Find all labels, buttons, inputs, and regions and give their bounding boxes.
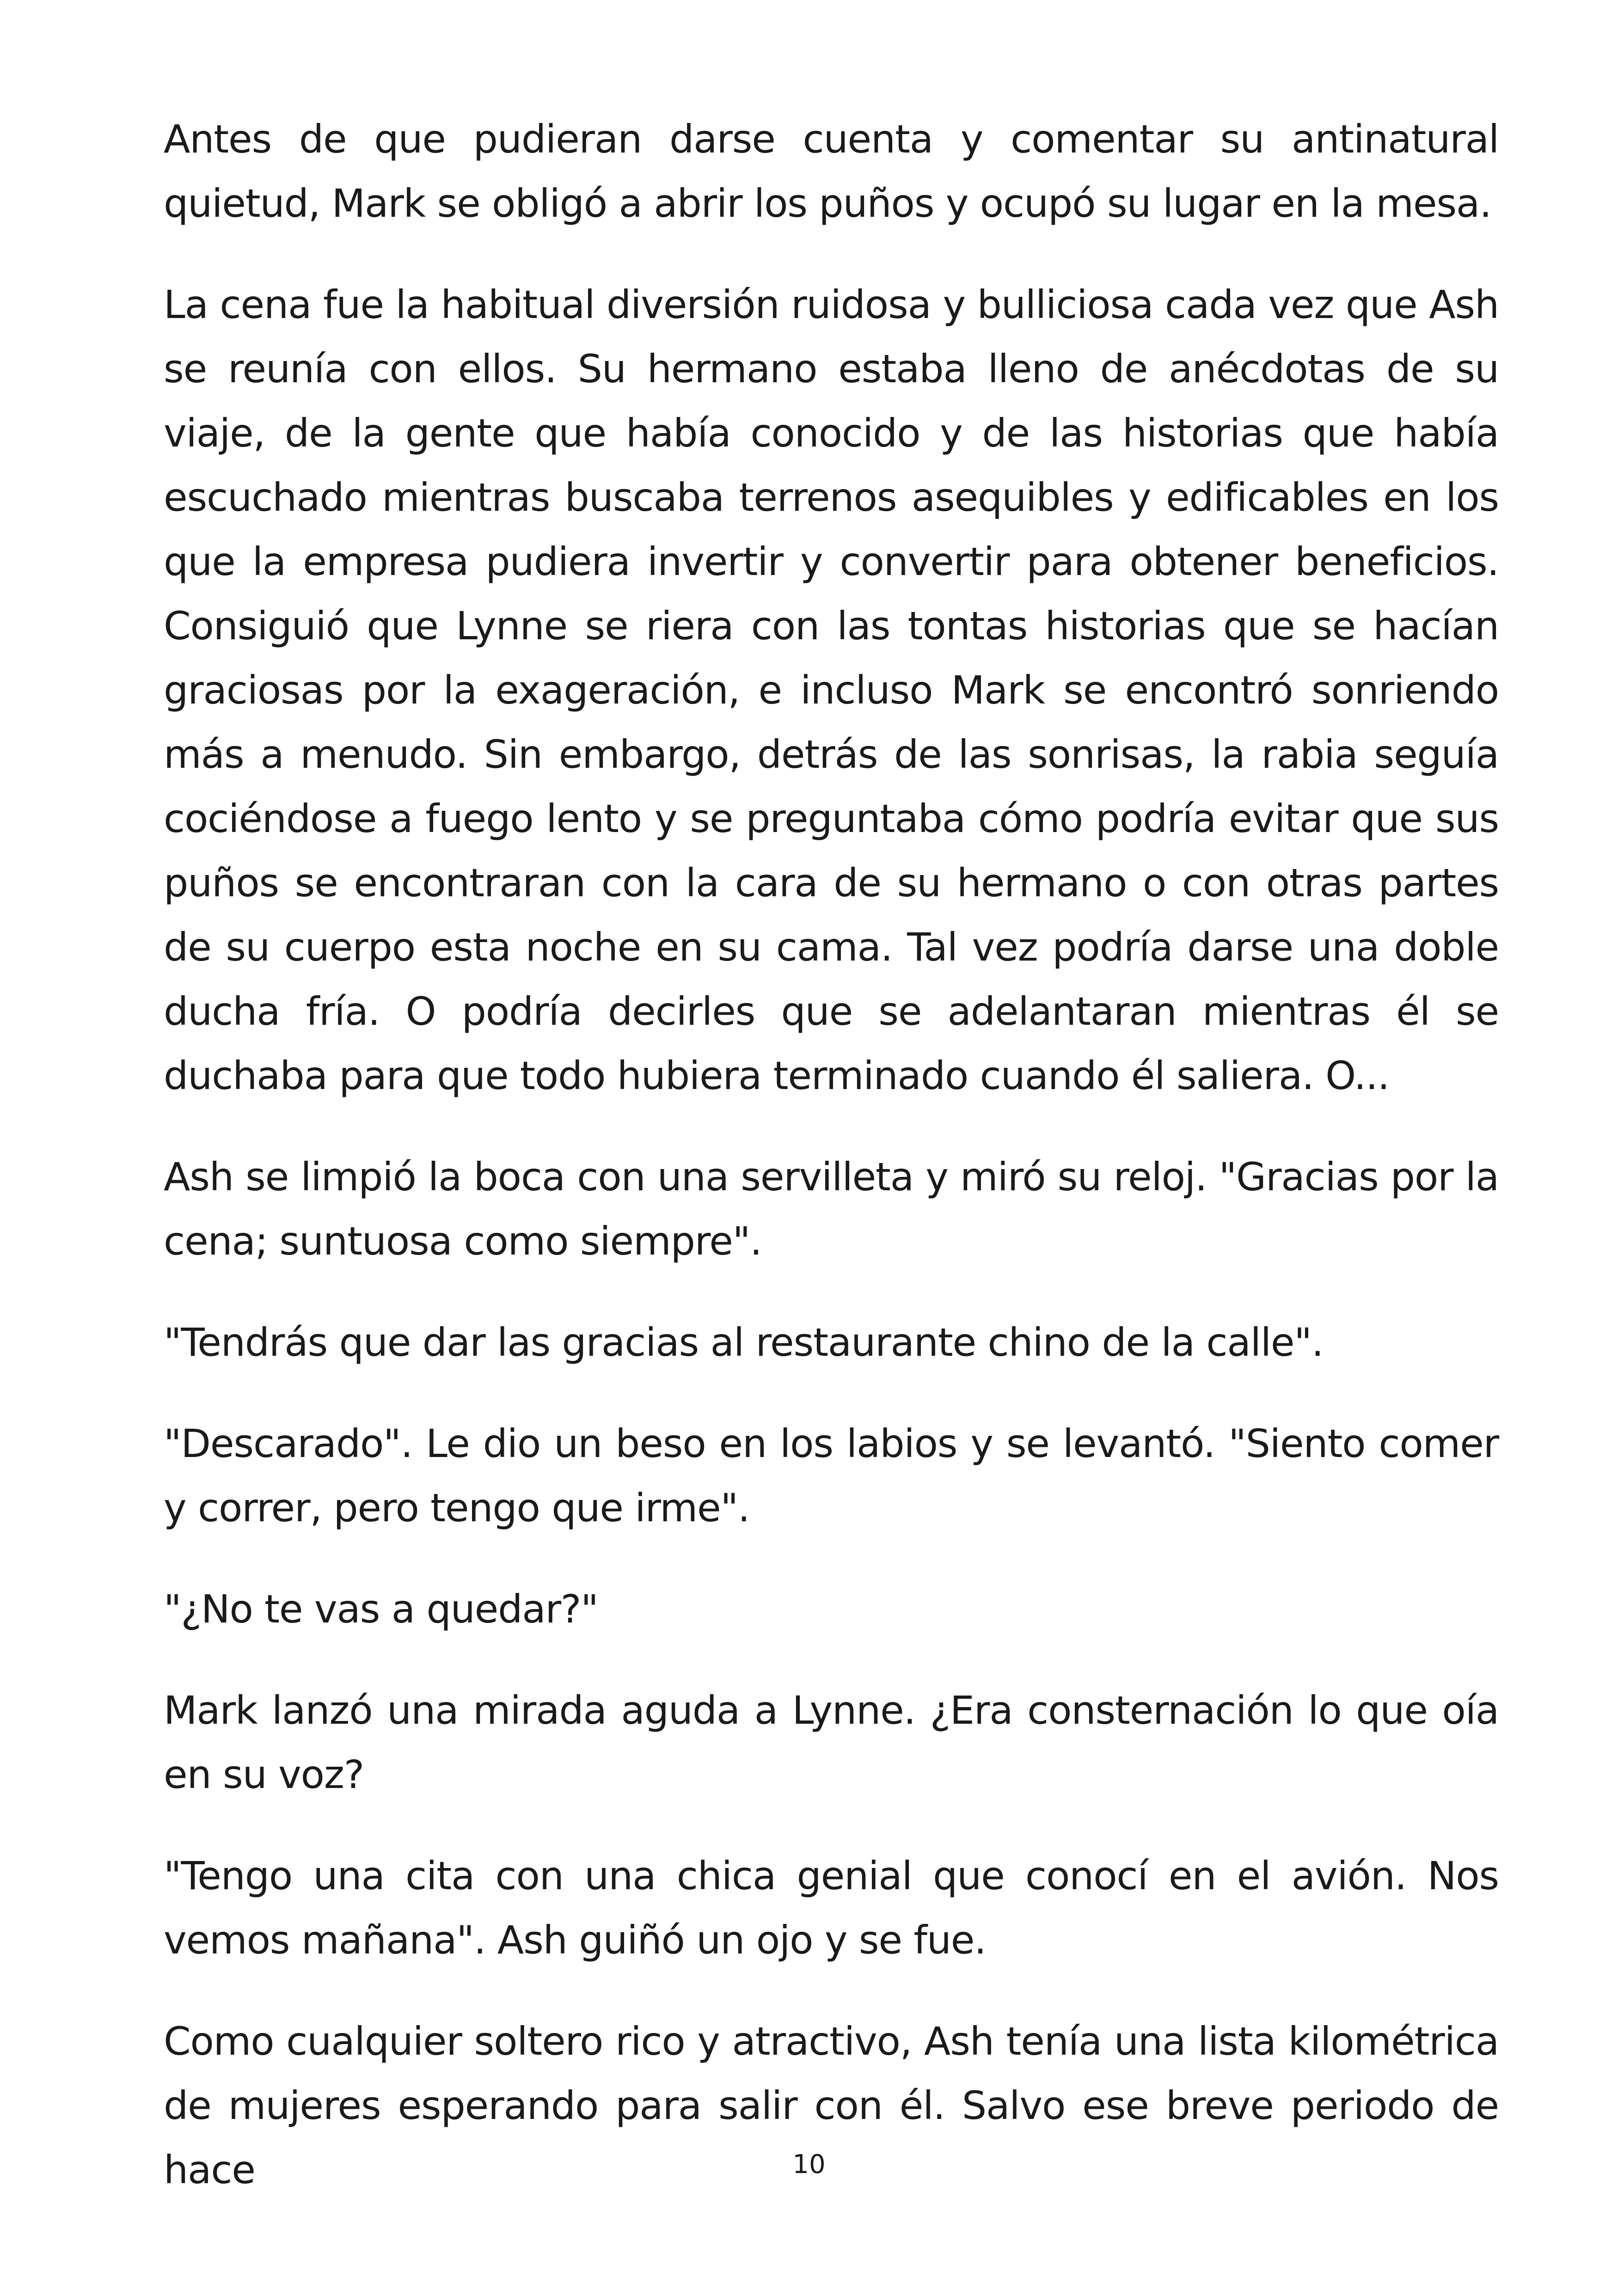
paragraph-5: "Descarado". Le dio un beso en los labios y se levantó. "Siento comer y correr, pero tengo que irme". (164, 1421, 1499, 1531)
page-number: 10 (792, 2149, 826, 2180)
paragraph-2: La cena fue la habitual diversión ruidosa y bulliciosa cada vez que Ash se reunía con ellos. Su hermano estaba lleno de anécdotas de su viaje, de la gente que había conocido y de las historias que había escuchado mientras buscaba terrenos asequibles y edificables en los que la empresa pudiera invertir y convertir para obtener beneficios. Consiguió que Lynne se riera con las tontas historias que se hacían graciosas por la exageración, e incluso Mark se encontró sonriendo más a menudo. Sin embargo, detrás de las sonrisas, la rabia seguía cociéndose a fuego lento y se preguntaba cómo podría evitar que sus puños se encontraran con la cara de su hermano o con otras partes de su cuerpo esta noche en su cama. Tal vez podría darse una doble ducha fría. O podría decirles que se adelantaran mientras él se duchaba para que todo hubiera terminado cuando él saliera. O... (164, 282, 1499, 1098)
paragraph-4: "Tendrás que dar las gracias al restaurante chino de la calle". (164, 1320, 1324, 1365)
body-text (164, 107, 1499, 2239)
paragraph-1: Antes de que pudieran darse cuenta y comentar su antinatural quietud, Mark se obligó a abrir los puños y ocupó su lugar en la mesa. (164, 116, 1499, 226)
paragraph-7: Mark lanzó una mirada aguda a Lynne. ¿Era consternación lo que oía en su voz? (164, 1688, 1499, 1797)
paragraph-3: Ash se limpió la boca con una servilleta y miró su reloj. "Gracias por la cena; suntuosa como siempre". (164, 1154, 1499, 1264)
paragraph-9: Como cualquier soltero rico y atractivo, Ash tenía una lista kilométrica de mujeres esperando para salir con él. Salvo ese breve periodo de hace (164, 2019, 1499, 2192)
paragraph-8: "Tengo una cita con una chica genial que conocí en el avión. Nos vemos mañana". Ash guiñó un ojo y se fue. (164, 1853, 1499, 1963)
paragraph-6: "¿No te vas a quedar?" (164, 1586, 598, 1632)
